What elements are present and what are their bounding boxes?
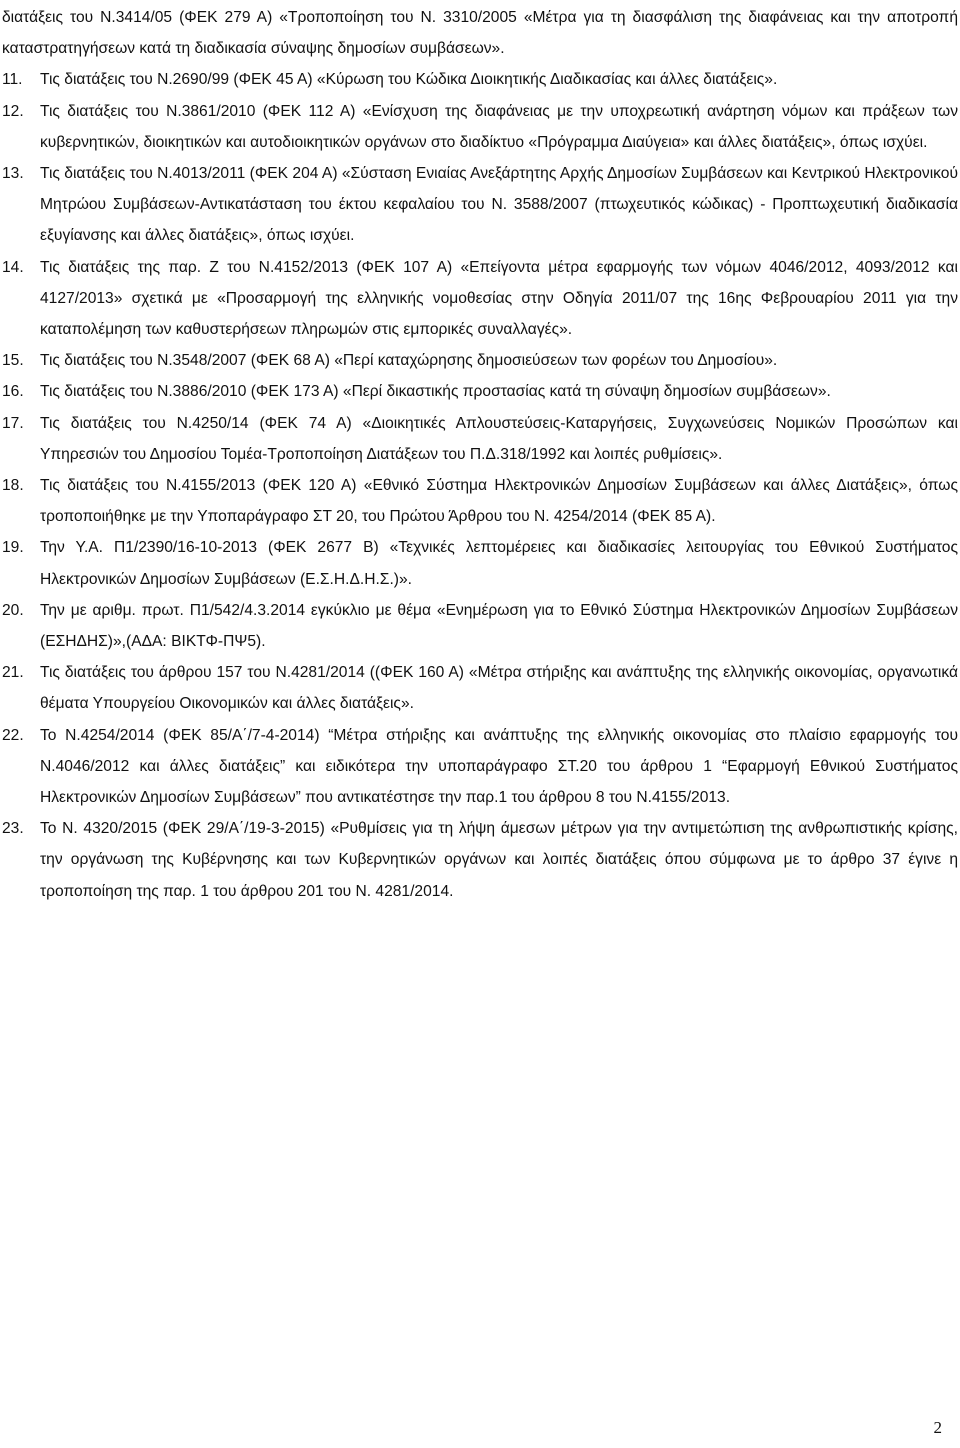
list-item [2, 408, 958, 470]
document-body [2, 2, 958, 907]
item-number: 18. [2, 477, 24, 495]
item-text: Τις διατάξεις του άρθρου 157 του Ν.4281/2014 ((ΦΕΚ 160 Α) «Μέτρα στήριξης και ανάπτυξης της ελληνικής οικονομίας, οργανωτικά θέματα Υπουργείου Οικονομικών και άλλες διατάξεις». [40, 664, 958, 713]
item-text: Το Ν. 4320/2015 (ΦΕΚ 29/Α΄/19-3-2015) «Ρυθμίσεις για τη λήψη άμεσων μέτρων για την αντιμετώπιση της ανθρωπιστικής κρίσης, την οργάνωση της Κυβέρνησης και των Κυβερνητικών οργάνων και λοιπές διατάξεις όπου σύμφωνα με το άρθρο 37 έγινε η τροποποίηση της παρ. 1 του άρθρου 201 του Ν. 4281/2014. [40, 820, 958, 900]
item-text: Τις διατάξεις της παρ. Ζ του Ν.4152/2013 (ΦΕΚ 107 Α) «Επείγοντα μέτρα εφαρμογής των νόμων 4046/2012, 4093/2012 και 4127/2013» σχετικά με «Προσαρμογή της ελληνικής νομοθεσίας στην Οδηγία 2011/07 της 16ης Φεβρουαρίου 2011 για την καταπολέμηση των καθυστερήσεων πληρωμών στις εμπορικές συναλλαγές». [40, 258, 958, 339]
list-item [2, 470, 958, 532]
item-number: 11. [2, 71, 23, 89]
page-number: 2 [933, 1418, 942, 1437]
list-item [2, 96, 958, 158]
item-number: 16. [2, 383, 24, 401]
item-text: Τις διατάξεις του Ν.2690/99 (ΦΕΚ 45 Α) «Κύρωση του Κώδικα Διοικητικής Διαδικασίας και άλλες διατάξεις». [40, 71, 778, 89]
list-item [2, 720, 958, 814]
item-text: Τις διατάξεις του Ν.4155/2013 (ΦΕΚ 120 Α) «Εθνικό Σύστημα Ηλεκτρονικών Δημοσίων Συμβάσεων και άλλες Διατάξεις», όπως τροποποιήθηκε με την Υποπαράγραφο ΣΤ 20, του Πρώτου Άρθρου του Ν. 4254/2014 (ΦΕΚ 85 Α). [40, 477, 958, 526]
item-number: 21. [2, 664, 24, 682]
item-number: 17. [2, 414, 24, 432]
intro-paragraph: διατάξεις του Ν.3414/05 (ΦΕΚ 279 Α) «Τροποποίηση του Ν. 3310/2005 «Μέτρα για τη διασφάλιση της διαφάνειας και την αποτροπή καταστρατηγήσεων κατά τη διαδικασία σύναψης δημοσίων συμβάσεων». [2, 9, 958, 58]
list-item [2, 252, 958, 346]
list-item [2, 158, 958, 252]
list-item [2, 532, 958, 594]
item-text: Τις διατάξεις του Ν.3548/2007 (ΦΕΚ 68 Α) «Περί καταχώρησης δημοσιεύσεων των φορέων του Δημοσίου». [40, 352, 778, 370]
item-number: 19. [2, 539, 24, 557]
item-number: 22. [2, 726, 24, 744]
list-item [2, 345, 958, 376]
list-item [2, 64, 958, 95]
list-item [2, 595, 958, 657]
item-number: 20. [2, 601, 24, 619]
item-number: 13. [2, 165, 24, 183]
item-number: 15. [2, 352, 24, 370]
item-text: Την Υ.Α. Π1/2390/16-10-2013 (ΦΕΚ 2677 Β) «Τεχνικές λεπτομέρειες και διαδικασίες λειτουργίας του Εθνικού Συστήματος Ηλεκτρονικών Δημοσίων Συμβάσεων (Ε.Σ.Η.Δ.Η.Σ.)». [40, 539, 958, 588]
item-text: Τις διατάξεις του Ν.3886/2010 (ΦΕΚ 173 Α) «Περί δικαστικής προστασίας κατά τη σύναψη δημοσίων συμβάσεων». [40, 383, 831, 401]
item-text: Την με αριθμ. πρωτ. Π1/542/4.3.2014 εγκύκλιο με θέμα «Ενημέρωση για το Εθνικό Σύστημα Ηλεκτρονικών Δημοσίων Συμβάσεων (ΕΣΗΔΗΣ)»,(ΑΔΑ: ΒΙΚΤΦ-ΠΨ5). [40, 601, 958, 651]
list-item [2, 813, 958, 907]
item-text: Τις διατάξεις του Ν.3861/2010 (ΦΕΚ 112 Α) «Ενίσχυση της διαφάνειας με την υποχρεωτική ανάρτηση νόμων και πράξεων των κυβερνητικών, διοικητικών και αυτοδιοικητικών οργάνων στο διαδίκτυο «Πρόγραμμα Διαύγεια» και άλλες διατάξεις», όπως ισχύει. [40, 102, 958, 151]
item-number: 14. [2, 258, 24, 276]
item-number: 12. [2, 102, 24, 120]
item-text: Τις διατάξεις του Ν.4250/14 (ΦΕΚ 74 Α) «Διοικητικές Απλουστεύσεις-Καταργήσεις, Συγχωνεύσεις Νομικών Προσώπων και Υπηρεσιών του Δημοσίου Τομέα-Τροποποίηση Διατάξεων του Π.Δ.318/1992 και λοιπές ρυθμίσεις». [40, 414, 958, 463]
item-text: Τις διατάξεις του Ν.4013/2011 (ΦΕΚ 204 Α) «Σύσταση Ενιαίας Ανεξάρτητης Αρχής Δημοσίων Συμβάσεων και Κεντρικού Ηλεκτρονικού Μητρώου Συμβάσεων-Αντικατάσταση του έκτου κεφαλαίου του Ν. 3588/2007 (πτωχευτικός κώδικας) - Προπτωχευτική διαδικασία εξυγίανσης και άλλες διατάξεις», όπως ισχύει. [40, 165, 958, 245]
list-item [2, 657, 958, 719]
item-number: 23. [2, 820, 24, 838]
item-text: Το Ν.4254/2014 (ΦΕΚ 85/Α΄/7-4-2014) “Μέτρα στήριξης και ανάπτυξης της ελληνικής οικονομίας στο πλαίσιο εφαρμογής του Ν.4046/2012 και άλλες διατάξεις” και ειδικότερα την υποπαράγραφο ΣΤ.20 του άρθρου 1 “Εφαρμογή Εθνικού Συστήματος Ηλεκτρονικών Δημοσίων Συμβάσεων” που αντικατέστησε την παρ.1 του άρθρου 8 του Ν.4155/2013. [40, 726, 958, 807]
list-item [2, 376, 958, 407]
